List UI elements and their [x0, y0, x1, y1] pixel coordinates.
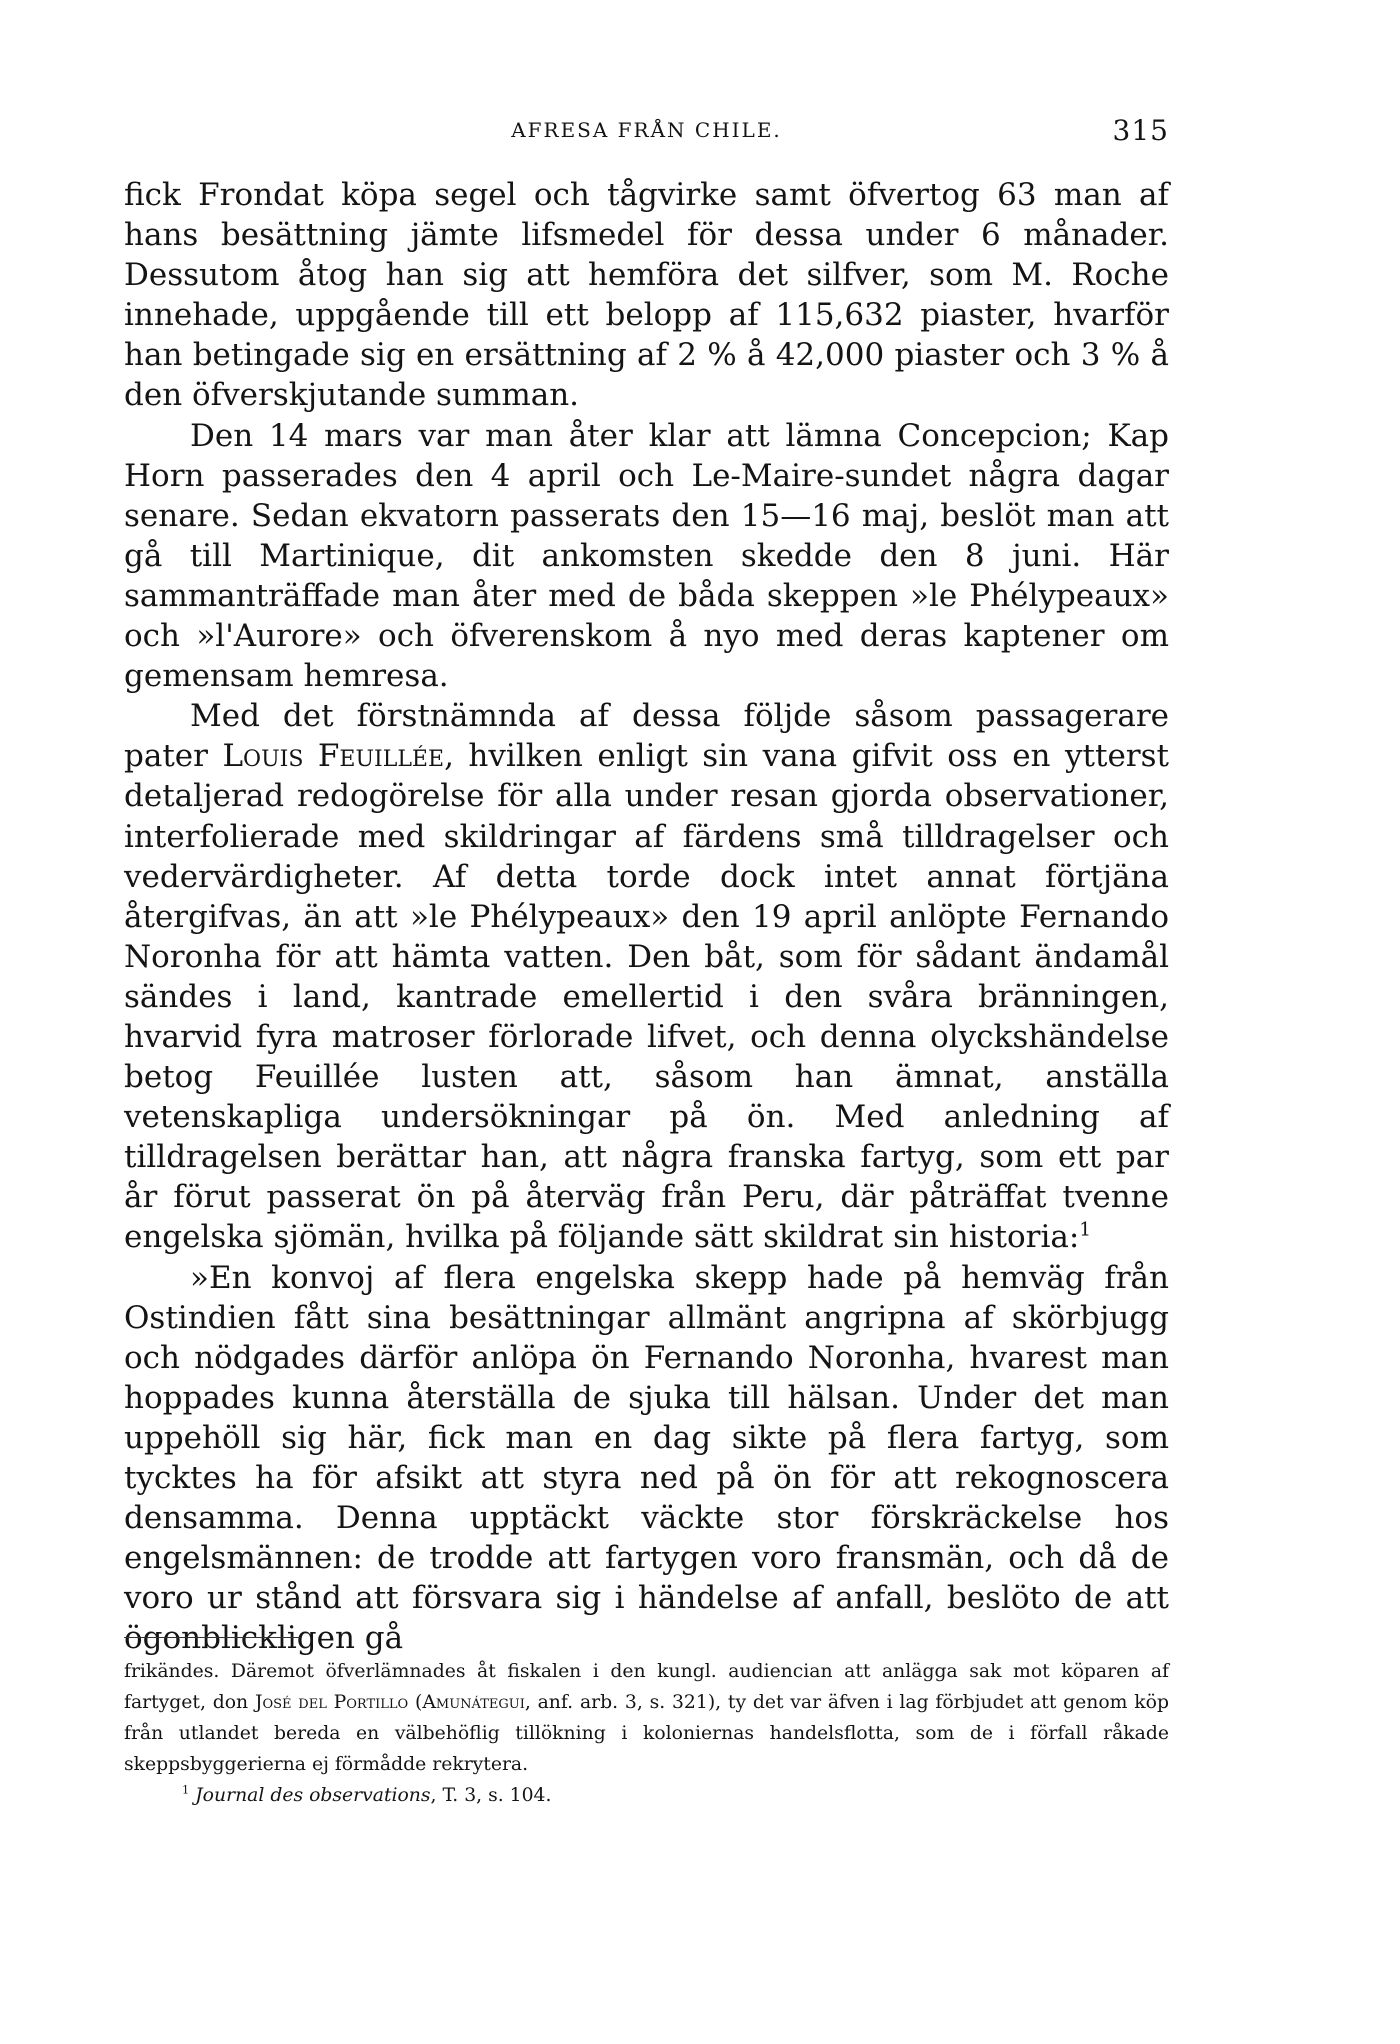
- running-title: AFRESA FRÅN CHILE.: [511, 118, 782, 142]
- footnote-1-rest: , T. 3, s. 104.: [430, 1785, 552, 1806]
- footnote-name-amunategui: Amunátegui: [422, 1692, 525, 1713]
- footnote-1-title: Journal des observations: [195, 1785, 431, 1806]
- footnote-rule: [124, 1637, 302, 1638]
- footnotes: [124, 1656, 1169, 1811]
- paragraph-4: »En konvoj af flera engelska skepp hade på hemväg från Ostindien fått sina besättningar allmänt angripna af skörbjugg och nödgades därför anlöpa ön Fernando Noronha, hvarest man hoppades kunna återställa de sjuka till hälsan. Under det man uppehöll sig här, fick man en dag sikte på flera fartyg, som tycktes ha för afsikt att styra ned på ön för att rekognoscera densamma. Denna upptäckt väckte stor förskräckelse hos engelsmännen: de trodde att fartygen voro fransmän, och då de voro ur stånd att försvara sig i händelse af anfall, beslöto de att ögonblickligen gå: [124, 1259, 1169, 1657]
- footnote-continued-text-a: frikändes. Däremot öfverlämnades åt fiskalen i den kungl. audiencian att anlägga sak mot köparen af fartyget, don: [124, 1661, 1169, 1713]
- footnote-continued-text-c: , anf. arb. 3, s. 321), ty det var äfven i lag förbjudet att genom köp från utlandet bereda en välbehöflig tillökning i koloniernas handelsflotta, som de i förfall råkade skeppsbyggerierna ej förmådde rekrytera.: [124, 1692, 1169, 1775]
- paragraph-3-text-a: Med det förstnämnda af dessa följde såsom passagerare pater: [124, 698, 1169, 775]
- footnote-continued: [124, 1656, 1169, 1780]
- footnote-name-portillo: José del Portillo: [254, 1692, 409, 1713]
- paragraph-1: fick Frondat köpa segel och tågvirke samt öfvertog 63 man af hans besättning jämte lifsmedel för dessa under 6 månader. Dessutom åtog han sig att hemföra det silfver, som M. Roche innehade, uppgående till ett belopp af 115,632 piaster, hvarför han betingade sig en ersättning af 2 % å 42,000 piaster och 3 % å den öfverskjutande summan.: [124, 177, 1169, 414]
- paragraph-2: Den 14 mars var man åter klar att lämna Concepcion; Kap Horn passerades den 4 april och Le-Maire-sundet några dagar senare. Sedan ekvatorn passerats den 15—16 maj, beslöt man att gå till Martinique, dit ankomsten skedde den 8 juni. Här sammanträffade man åter med de båda skeppen »le Phélypeaux» och »l'Aurore» och öfverenskom å nyo med deras kaptener om gemensam hemresa.: [124, 417, 1169, 695]
- footnote-continued-text-b: (: [408, 1692, 423, 1713]
- author-name: Louis Feuillée: [222, 738, 445, 775]
- page-number: 315: [1112, 114, 1169, 147]
- paragraph-3-text-b: , hvilken enligt sin vana gifvit oss en ytterst detaljerad redogörelse för alla under resan gjorda observationer, interfolierade med skildringar af färdens små tilldragelser och vedervärdigheter. Af detta torde dock intet annat förtjäna återgifvas, än att »le Phélypeaux» den 19 april anlöpte Fernando Noronha för att hämta vatten. Den båt, som för sådant ändamål sändes i land, kantrade emellertid i den svåra bränningen, hvarvid fyra matroser förlorade lifvet, och denna olyckshändelse betog Feuillée lusten att, såsom han ämnat, anställa vetenskapliga undersökningar på ön. Med anledning af tilldragelsen berättar han, att några franska fartyg, som ett par år förut passerat ön på återväg från Peru, där påträffat tvenne engelska sjömän, hvilka på följande sätt skildrat sin historia:: [124, 738, 1169, 1256]
- footnote-marker-1: 1: [182, 1783, 190, 1797]
- body-text: [124, 175, 1169, 1658]
- footnote-1: [124, 1780, 1169, 1811]
- running-head: [124, 114, 1169, 148]
- footnote-ref-1[interactable]: 1: [1079, 1220, 1092, 1242]
- paragraph-3: [124, 696, 1169, 1257]
